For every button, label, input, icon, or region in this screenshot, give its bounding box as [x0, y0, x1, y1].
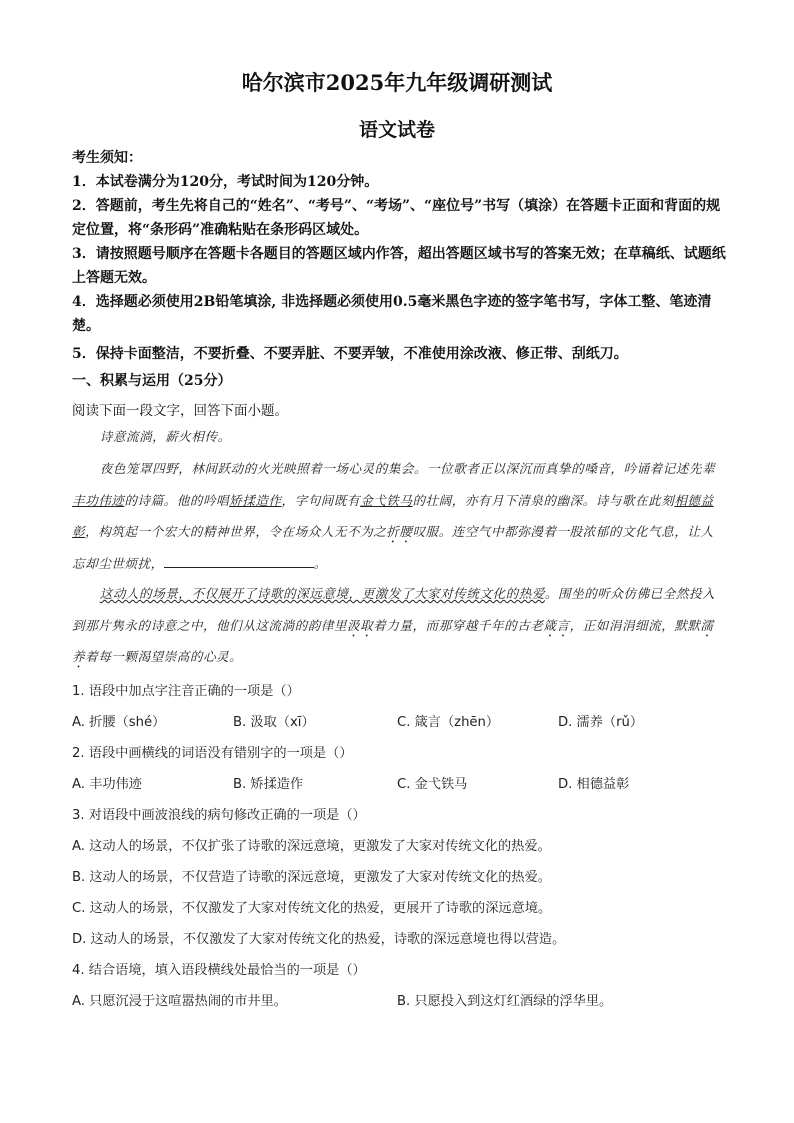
notice-item-5: 5．保持卡面整洁，不要折叠、不要弄脏、不要弄皱，不准使用涂改液、修正带、刮纸刀。	[72, 346, 628, 362]
p1-text: 的诗篇。他的吟唱	[124, 492, 230, 508]
exam-subtitle: 语文试卷	[358, 119, 435, 141]
question-1-stem: 1. 语段中加点字注音正确的一项是（）	[72, 684, 300, 699]
p2-text: ，正如涓涓细流，默默	[569, 617, 701, 633]
notice-heading: 考生须知：	[72, 150, 142, 166]
p1-text: 夜色笼罩四野，林间跃动的火光映照着一场心灵的集会。一位歌者正以深沉而真挚的嗓音，吟诵着记述先辈	[99, 461, 716, 476]
passage-title: 诗意流淌，薪火相传。	[99, 429, 231, 444]
question-2-option-b[interactable]: B. 矫揉造作	[233, 777, 304, 792]
p1-text: ，构筑起一个宏大的精神世界，令在场众人无不为之	[85, 524, 387, 539]
question-4-option-a[interactable]: A. 只愿沉浸于这喧嚣热闹的市井里。	[72, 994, 287, 1009]
underlined-word-3: 金弋铁马	[360, 492, 413, 508]
p2-text: 着每一颗渴望崇高的心灵。	[85, 649, 243, 664]
notice-item-1: 1．本试卷满分为120分，考试时间为120分钟。	[72, 174, 379, 190]
notice-item-3: 3．请按照题号顺序在答题卡各题目的答题区域内作答，超出答题区域书写的答案无效；在草稿纸、试题纸上答题无效。	[72, 246, 726, 286]
exam-title: 哈尔滨市2025年九年级调研测试	[241, 70, 553, 95]
question-3-stem: 3. 对语段中画波浪线的病句修改正确的一项是（）	[72, 808, 366, 823]
dotted-word-jiqu: 汲取	[346, 617, 374, 633]
passage-paragraph-1	[72, 453, 722, 579]
notice-item-2: 2．答题前，考生先将自己的“姓名”、“考号”、“考场”、“座位号”书写（填涂）在答题卡正面和背面的规定位置，将“条形码”准确粘贴在条形码区域处。	[72, 198, 721, 238]
dotted-word-ruyang: 濡养	[72, 617, 714, 664]
p1-text: ，字句间既有	[281, 492, 361, 508]
reading-instruction: 阅读下面一段文字，回答下面小题。	[72, 403, 288, 419]
question-3-option-d[interactable]: D. 这动人的场景，不仅激发了大家对传统文化的热爱，诗歌的深远意境也得以营造。	[72, 932, 566, 947]
p1-text: 。	[313, 555, 327, 571]
underlined-word-4: 相德益彰	[72, 492, 714, 539]
question-4-option-b[interactable]: B. 只愿投入到这灯红酒绿的浮华里。	[397, 994, 613, 1009]
question-2-option-a[interactable]: A. 丰功伟迹	[72, 777, 142, 792]
question-3-option-a[interactable]: A. 这动人的场景，不仅扩张了诗歌的深远意境，更激发了大家对传统文化的热爱。	[72, 839, 551, 854]
question-2-option-c[interactable]: C. 金弋铁马	[397, 777, 468, 792]
question-1-option-b[interactable]: B. 汲取（xī）	[233, 715, 315, 730]
fill-blank	[164, 553, 314, 568]
wavy-sentence: 这动人的场景，不仅展开了诗歌的深远意境，更激发了大家对传统文化的热爱	[99, 586, 545, 601]
underlined-word-2: 矫揉造作	[229, 492, 282, 508]
p1-text: 叹服。连空气中都弥漫着一股浓郁的文化气息，让人忘却尘世烦扰，	[72, 524, 714, 571]
question-3-option-c[interactable]: C. 这动人的场景，不仅激发了大家对传统文化的热爱，更展开了诗歌的深远意境。	[72, 901, 552, 916]
question-4-stem: 4. 结合语境，填入语段横线处最恰当的一项是（）	[72, 963, 366, 978]
section-heading: 一、积累与运用（25分）	[72, 373, 232, 389]
question-2-option-d[interactable]: D. 相德益彰	[558, 777, 630, 792]
question-3-option-b[interactable]: B. 这动人的场景，不仅营造了诗歌的深远意境，更激发了大家对传统文化的热爱。	[72, 870, 551, 885]
question-1-option-a[interactable]: A. 折腰（shé）	[72, 715, 166, 730]
p1-text: 的壮阔，亦有月下清泉的幽深。诗与歌在此刻	[412, 492, 675, 508]
dotted-word-zhenyan: 箴言	[543, 617, 570, 633]
p2-text: 。围坐的听众仿佛已全然投入到那片隽永的诗意之中，他们从这流淌的韵律里	[72, 586, 716, 633]
passage-paragraph-2	[72, 578, 722, 673]
p2-text: 着力量，而那穿越千年的古老	[373, 617, 544, 633]
question-1-option-c[interactable]: C. 箴言（zhēn）	[397, 715, 500, 730]
question-2-stem: 2. 语段中画横线的词语没有错别字的一项是（）	[72, 746, 353, 761]
question-1-option-d[interactable]: D. 濡养（rǔ）	[558, 715, 644, 730]
underlined-word-1: 丰功伟迹	[72, 492, 125, 508]
dotted-word-zheyao: 折腰	[386, 524, 413, 539]
notice-item-4: 4．选择题必须使用2B铅笔填涂, 非选择题必须使用0.5毫米黑色字迹的签字笔书写，字体工整、笔迹清楚。	[72, 294, 712, 334]
